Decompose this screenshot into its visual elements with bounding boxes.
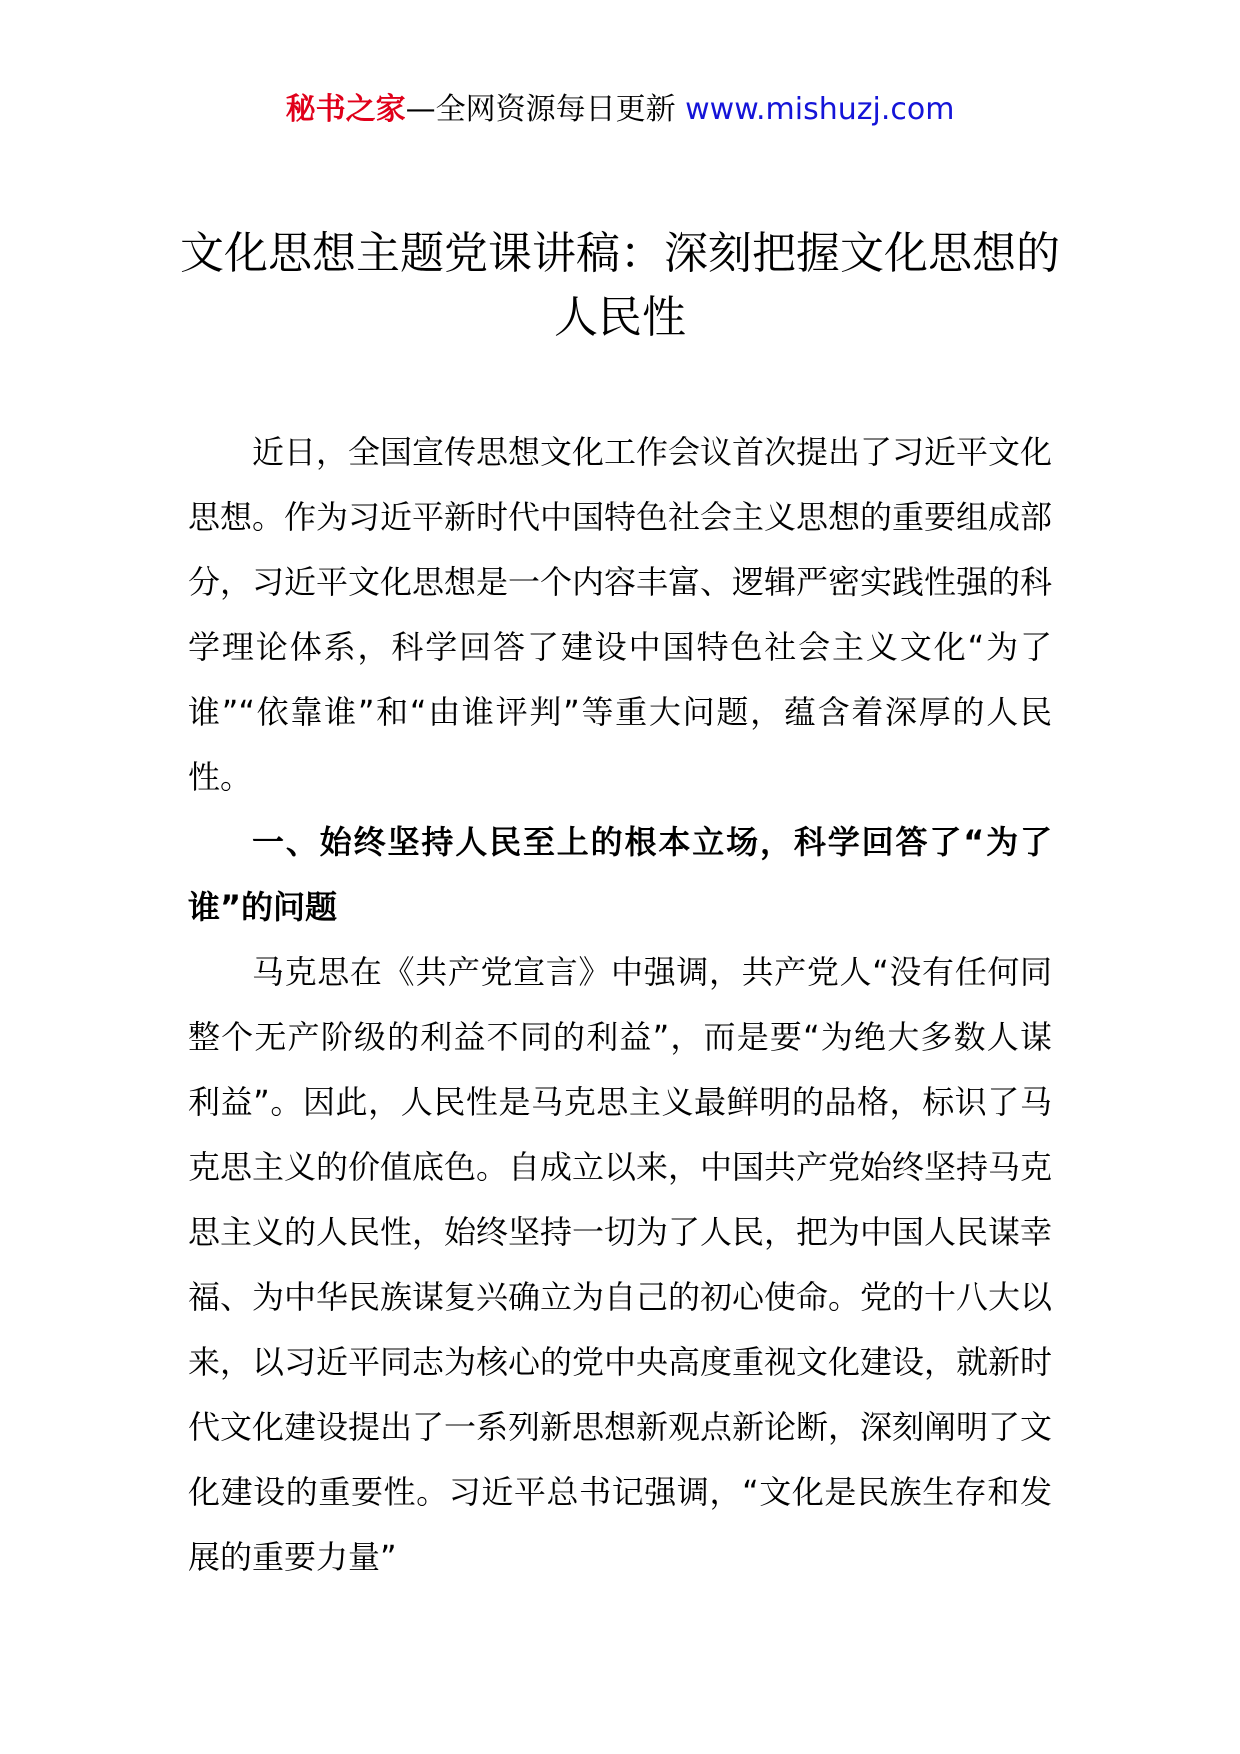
document-body — [188, 420, 1052, 1590]
brand-name: 秘书之家 — [285, 92, 406, 127]
body-paragraph: 马克思在《共产党宣言》中强调，共产党人“没有任何同整个无产阶级的利益不同的利益”，而是要“为绝大多数人谋利益”。因此，人民性是马克思主义最鲜明的品格，标识了马克思主义的价值底色。自成立以来，中国共产党始终坚持马克思主义的人民性，始终坚持一切为了人民，把为中国人民谋幸福、为中华民族谋复兴确立为自己的初心使命。党的十八大以来，以习近平同志为核心的党中央高度重视文化建设，就新时代文化建设提出了一系列新思想新观点新论断，深刻阐明了文化建设的重要性。习近平总书记强调，“文化是民族生存和发展的重要力量” — [188, 953, 1053, 1576]
intro-paragraph: 近日，全国宣传思想文化工作会议首次提出了习近平文化思想。作为习近平新时代中国特色社会主义思想的重要组成部分，习近平文化思想是一个内容丰富、逻辑严密实践性强的科学理论体系，科学回答了建设中国特色社会主义文化“为了谁”“依靠谁”和“由谁评判”等重大问题，蕴含着深厚的人民性。 — [188, 433, 1053, 796]
site-url-link[interactable]: www.mishuzj.com — [685, 92, 955, 127]
brand-tagline: —全网资源每日更新 — [405, 92, 676, 127]
document-title: 文化思想主题党课讲稿：深刻把握文化思想的人民性 — [180, 228, 1060, 343]
section-heading-1: 一、始终坚持人民至上的根本立场，科学回答了“为了谁”的问题 — [188, 823, 1052, 926]
site-banner — [0, 88, 1240, 132]
